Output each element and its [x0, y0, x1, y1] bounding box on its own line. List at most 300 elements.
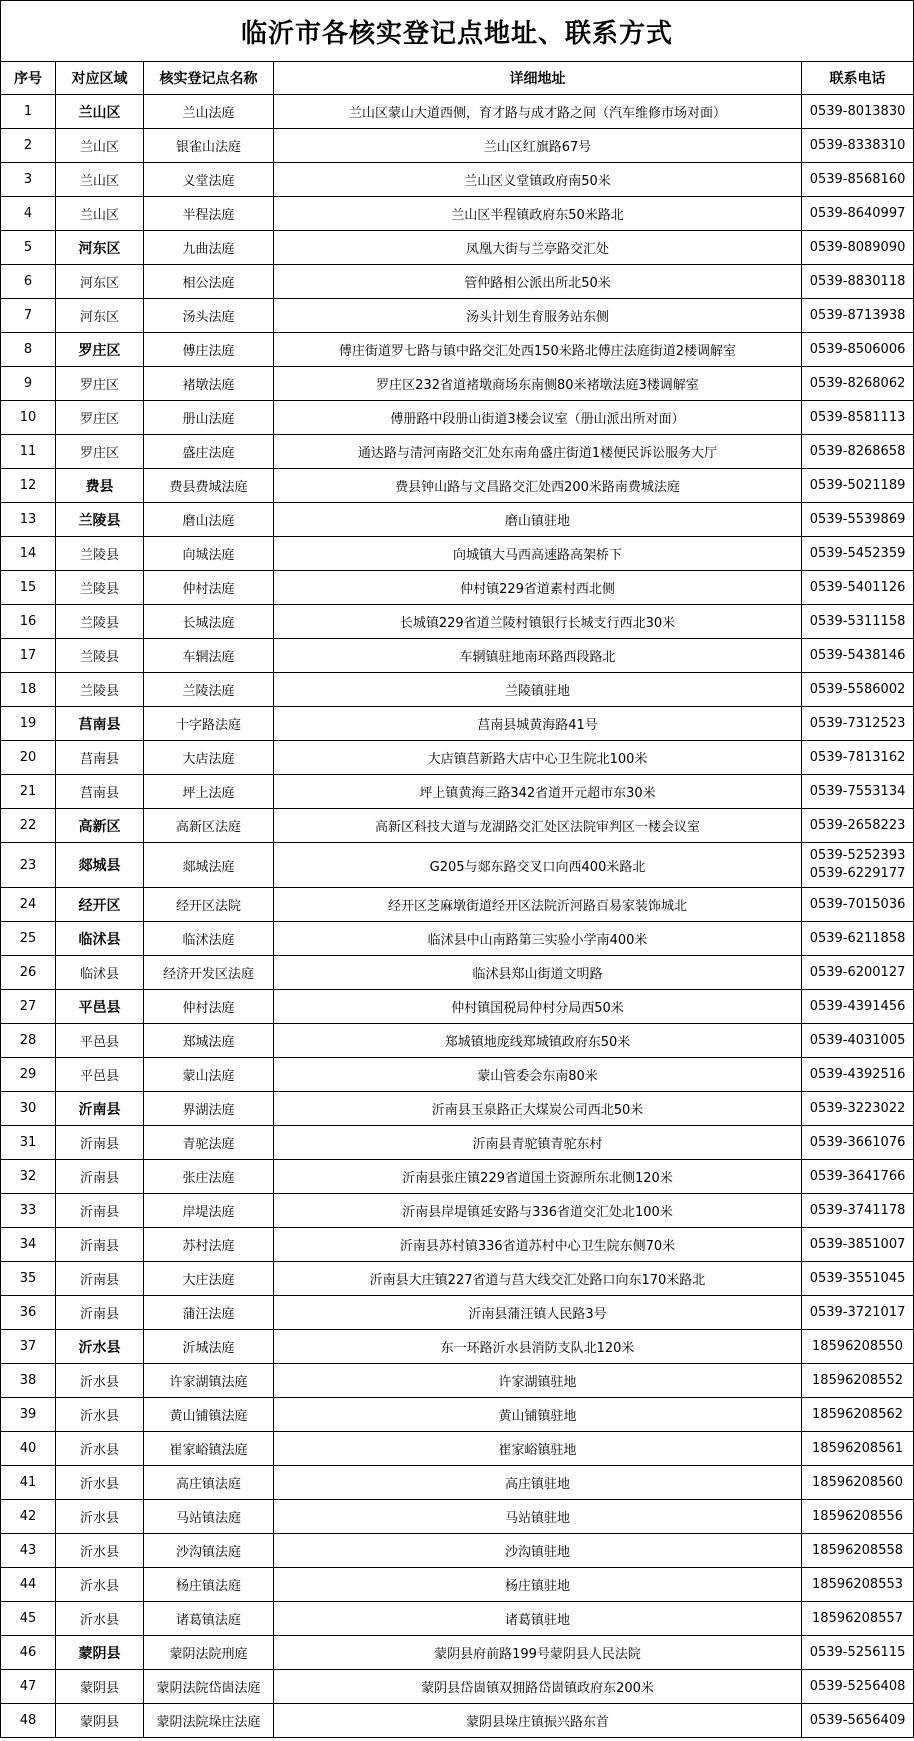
table-row	[1, 1432, 914, 1466]
row-point-name: 汤头法庭	[144, 299, 274, 333]
table-row	[1, 1296, 914, 1330]
row-region: 沂南县	[56, 1228, 144, 1262]
row-number: 39	[1, 1398, 56, 1432]
row-address: 磨山镇驻地	[274, 503, 802, 537]
row-point-name: 岸堤法庭	[144, 1194, 274, 1228]
row-region: 沂水县	[56, 1500, 144, 1534]
row-point-name: 册山法庭	[144, 401, 274, 435]
phone-number: 0539-3721017	[809, 1304, 906, 1320]
row-region: 兰山区	[56, 197, 144, 231]
phone-number: 0539-5256408	[809, 1678, 906, 1694]
phone-number: 0539-8268062	[809, 375, 906, 391]
table-row	[1, 1670, 914, 1704]
row-phone	[802, 1228, 914, 1262]
table-row	[1, 1126, 914, 1160]
row-phone	[802, 1330, 914, 1364]
row-phone	[802, 673, 914, 707]
row-phone	[802, 775, 914, 809]
row-number: 48	[1, 1704, 56, 1738]
phone-number: 0539-5539869	[809, 511, 906, 527]
row-address: 仲村镇国税局仲村分局西50米	[274, 990, 802, 1024]
row-region: 沂南县	[56, 1092, 144, 1126]
header-name: 核实登记点名称	[144, 62, 274, 95]
table-row	[1, 1466, 914, 1500]
table-row	[1, 1500, 914, 1534]
row-point-name: 十字路法庭	[144, 707, 274, 741]
phone-number: 18596208562	[812, 1406, 904, 1422]
row-region: 沂水县	[56, 1364, 144, 1398]
phone-number: 0539-7015036	[809, 896, 906, 912]
row-region: 沂水县	[56, 1534, 144, 1568]
row-region: 沂水县	[56, 1432, 144, 1466]
table-row	[1, 1704, 914, 1738]
row-point-name: 黄山铺镇法庭	[144, 1398, 274, 1432]
row-number: 18	[1, 673, 56, 707]
table-row	[1, 95, 914, 129]
table-row	[1, 265, 914, 299]
table-row	[1, 537, 914, 571]
table-row	[1, 843, 914, 888]
table-row	[1, 367, 914, 401]
row-point-name: 杨庄镇法庭	[144, 1568, 274, 1602]
phone-number: 0539-8013830	[809, 103, 906, 119]
row-phone	[802, 1058, 914, 1092]
row-phone	[802, 1670, 914, 1704]
row-address: G205与郯东路交叉口向西400米路北	[274, 843, 802, 888]
row-address: 许家湖镇驻地	[274, 1364, 802, 1398]
table-row	[1, 1636, 914, 1670]
phone-number: 0539-7813162	[809, 749, 906, 765]
row-address: 经开区芝麻墩街道经开区法院沂河路百易家装饰城北	[274, 888, 802, 922]
phone-number: 0539-8506006	[809, 341, 906, 357]
row-address: 兰陵镇驻地	[274, 673, 802, 707]
row-address: 蒙阴县府前路199号蒙阴县人民法院	[274, 1636, 802, 1670]
row-point-name: 郑城法庭	[144, 1024, 274, 1058]
row-address: 沂南县大庄镇227省道与莒大线交汇处路口向东170米路北	[274, 1262, 802, 1296]
row-number: 45	[1, 1602, 56, 1636]
phone-number: 0539-4031005	[809, 1032, 906, 1048]
row-point-name: 高庄镇法庭	[144, 1466, 274, 1500]
header-no: 序号	[1, 62, 56, 95]
row-region: 蒙阴县	[56, 1704, 144, 1738]
table-row	[1, 333, 914, 367]
row-number: 2	[1, 129, 56, 163]
row-region: 河东区	[56, 299, 144, 333]
table-row	[1, 197, 914, 231]
phone-number: 0539-7312523	[809, 715, 906, 731]
row-region: 莒南县	[56, 775, 144, 809]
row-address: 长城镇229省道兰陵村镇银行长城支行西北30米	[274, 605, 802, 639]
row-point-name: 九曲法庭	[144, 231, 274, 265]
row-address: 车辋镇驻地南环路西段路北	[274, 639, 802, 673]
phone-number: 0539-5311158	[809, 613, 906, 629]
phone-number: 0539-8268658	[809, 443, 906, 459]
row-point-name: 经济开发区法庭	[144, 956, 274, 990]
table-row	[1, 1330, 914, 1364]
table-row	[1, 503, 914, 537]
header-address: 详细地址	[274, 62, 802, 95]
row-number: 28	[1, 1024, 56, 1058]
row-phone	[802, 639, 914, 673]
row-phone	[802, 707, 914, 741]
row-phone	[802, 1024, 914, 1058]
table-row	[1, 775, 914, 809]
row-region: 沂南县	[56, 1160, 144, 1194]
row-region: 兰陵县	[56, 639, 144, 673]
table-row	[1, 809, 914, 843]
row-address: 马站镇驻地	[274, 1500, 802, 1534]
row-address: 傅庄街道罗七路与镇中路交汇处西150米路北傅庄法庭街道2楼调解室	[274, 333, 802, 367]
row-number: 5	[1, 231, 56, 265]
phone-number: 0539-5021189	[809, 477, 906, 493]
row-point-name: 大店法庭	[144, 741, 274, 775]
row-number: 10	[1, 401, 56, 435]
row-phone	[802, 843, 914, 888]
phone-number: 18596208550	[812, 1338, 904, 1354]
row-phone	[802, 1568, 914, 1602]
row-address: 汤头计划生育服务站东侧	[274, 299, 802, 333]
table-row	[1, 673, 914, 707]
row-address: 向城镇大马西高速路高架桥下	[274, 537, 802, 571]
row-number: 1	[1, 95, 56, 129]
phone-number: 18596208557	[812, 1610, 904, 1626]
phone-number: 0539-3851007	[809, 1236, 906, 1252]
phone-number: 0539-4392516	[809, 1066, 906, 1082]
table-row	[1, 707, 914, 741]
row-address: 蒙阴县岱崮镇双拥路岱崮镇政府东200米	[274, 1670, 802, 1704]
row-address: 罗庄区232省道褚墩商场东南侧80米褚墩法庭3楼调解室	[274, 367, 802, 401]
row-region: 罗庄区	[56, 435, 144, 469]
phone-number: 18596208552	[812, 1372, 904, 1388]
header-phone: 联系电话	[802, 62, 914, 95]
row-region: 兰陵县	[56, 537, 144, 571]
row-phone	[802, 265, 914, 299]
row-point-name: 相公法庭	[144, 265, 274, 299]
row-phone	[802, 1704, 914, 1738]
row-phone	[802, 1466, 914, 1500]
phone-number: 0539-8338310	[809, 137, 906, 153]
phone-number: 0539-6200127	[809, 964, 906, 980]
phone-number: 0539-3641766	[809, 1168, 906, 1184]
row-number: 26	[1, 956, 56, 990]
row-address: 崔家峪镇驻地	[274, 1432, 802, 1466]
table-row	[1, 1058, 914, 1092]
row-number: 9	[1, 367, 56, 401]
row-region: 河东区	[56, 265, 144, 299]
row-address: 兰山区红旗路67号	[274, 129, 802, 163]
row-region: 兰山区	[56, 129, 144, 163]
row-point-name: 蒙阴法院垛庄法庭	[144, 1704, 274, 1738]
phone-number: 0539-5401126	[809, 579, 906, 595]
phone-number: 0539-6229177	[809, 866, 906, 881]
row-address: 兰山区半程镇政府东50米路北	[274, 197, 802, 231]
row-phone	[802, 741, 914, 775]
table-row	[1, 401, 914, 435]
phone-number: 18596208561	[812, 1440, 904, 1456]
phone-number: 0539-3223022	[809, 1100, 906, 1116]
phone-number: 0539-5656409	[809, 1712, 906, 1728]
row-number: 3	[1, 163, 56, 197]
row-region: 兰山区	[56, 163, 144, 197]
row-address: 兰山区蒙山大道西侧，育才路与成才路之间（汽车维修市场对面）	[274, 95, 802, 129]
row-region: 兰陵县	[56, 605, 144, 639]
phone-number: 0539-2658223	[809, 817, 906, 833]
phone-number: 0539-7553134	[809, 783, 906, 799]
row-number: 30	[1, 1092, 56, 1126]
table-row	[1, 605, 914, 639]
row-point-name: 界湖法庭	[144, 1092, 274, 1126]
row-point-name: 沂城法庭	[144, 1330, 274, 1364]
row-phone	[802, 1126, 914, 1160]
row-number: 42	[1, 1500, 56, 1534]
header-row	[1, 62, 914, 95]
row-point-name: 向城法庭	[144, 537, 274, 571]
row-point-name: 半程法庭	[144, 197, 274, 231]
table-row	[1, 1398, 914, 1432]
row-phone	[802, 809, 914, 843]
row-point-name: 临沭法庭	[144, 922, 274, 956]
table-row	[1, 888, 914, 922]
row-phone	[802, 990, 914, 1024]
row-phone	[802, 1602, 914, 1636]
table-row	[1, 469, 914, 503]
row-phone	[802, 163, 914, 197]
row-region: 蒙阴县	[56, 1670, 144, 1704]
row-phone	[802, 1534, 914, 1568]
row-address: 东一环路沂水县消防支队北120米	[274, 1330, 802, 1364]
row-point-name: 高新区法庭	[144, 809, 274, 843]
row-number: 35	[1, 1262, 56, 1296]
row-point-name: 蒙山法庭	[144, 1058, 274, 1092]
row-point-name: 仲村法庭	[144, 990, 274, 1024]
row-number: 43	[1, 1534, 56, 1568]
row-address: 临沭县郑山街道文明路	[274, 956, 802, 990]
row-point-name: 蒙阴法院刑庭	[144, 1636, 274, 1670]
table-row	[1, 1228, 914, 1262]
row-number: 29	[1, 1058, 56, 1092]
row-number: 37	[1, 1330, 56, 1364]
row-region: 平邑县	[56, 990, 144, 1024]
phone-number: 0539-5252393	[809, 848, 906, 863]
phone-number: 0539-3661076	[809, 1134, 906, 1150]
row-number: 38	[1, 1364, 56, 1398]
row-point-name: 苏村法庭	[144, 1228, 274, 1262]
row-phone	[802, 1432, 914, 1466]
row-phone	[802, 1160, 914, 1194]
row-region: 沂水县	[56, 1330, 144, 1364]
table-row	[1, 435, 914, 469]
row-number: 27	[1, 990, 56, 1024]
row-point-name: 蒙阴法院岱崮法庭	[144, 1670, 274, 1704]
row-number: 20	[1, 741, 56, 775]
row-number: 17	[1, 639, 56, 673]
row-number: 21	[1, 775, 56, 809]
row-phone	[802, 435, 914, 469]
row-number: 11	[1, 435, 56, 469]
row-region: 平邑县	[56, 1024, 144, 1058]
row-number: 19	[1, 707, 56, 741]
phone-number: 18596208558	[812, 1542, 904, 1558]
row-region: 平邑县	[56, 1058, 144, 1092]
row-point-name: 银雀山法庭	[144, 129, 274, 163]
row-phone	[802, 469, 914, 503]
row-region: 临沭县	[56, 922, 144, 956]
phone-number: 18596208553	[812, 1576, 904, 1592]
phone-number: 0539-8581113	[809, 409, 906, 425]
row-point-name: 仲村法庭	[144, 571, 274, 605]
row-region: 沂南县	[56, 1262, 144, 1296]
row-point-name: 褚墩法庭	[144, 367, 274, 401]
table-row	[1, 990, 914, 1024]
table-row	[1, 1024, 914, 1058]
row-number: 41	[1, 1466, 56, 1500]
row-phone	[802, 401, 914, 435]
row-phone	[802, 197, 914, 231]
row-number: 31	[1, 1126, 56, 1160]
row-phone	[802, 888, 914, 922]
row-region: 蒙阴县	[56, 1636, 144, 1670]
row-address: 沂南县岸堤镇延安路与336省道交汇处北100米	[274, 1194, 802, 1228]
table-row	[1, 639, 914, 673]
row-address: 杨庄镇驻地	[274, 1568, 802, 1602]
row-number: 7	[1, 299, 56, 333]
row-point-name: 大庄法庭	[144, 1262, 274, 1296]
row-phone	[802, 605, 914, 639]
phone-number: 0539-8830118	[809, 273, 906, 289]
row-region: 罗庄区	[56, 333, 144, 367]
row-region: 兰陵县	[56, 673, 144, 707]
table-row	[1, 741, 914, 775]
row-point-name: 张庄法庭	[144, 1160, 274, 1194]
row-phone	[802, 571, 914, 605]
row-point-name: 盛庄法庭	[144, 435, 274, 469]
row-phone	[802, 333, 914, 367]
phone-number: 0539-6211858	[809, 930, 906, 946]
row-point-name: 兰陵法庭	[144, 673, 274, 707]
table-body	[1, 95, 914, 1738]
row-point-name: 青驼法庭	[144, 1126, 274, 1160]
phone-number: 0539-8089090	[809, 239, 906, 255]
row-number: 34	[1, 1228, 56, 1262]
row-number: 14	[1, 537, 56, 571]
table-row	[1, 231, 914, 265]
row-address: 临沭县中山南路第三实验小学南400米	[274, 922, 802, 956]
row-address: 费县钟山路与文昌路交汇处西200米路南费城法庭	[274, 469, 802, 503]
row-number: 33	[1, 1194, 56, 1228]
row-point-name: 义堂法庭	[144, 163, 274, 197]
row-point-name: 费县费城法庭	[144, 469, 274, 503]
table-row	[1, 1262, 914, 1296]
row-number: 6	[1, 265, 56, 299]
table-row	[1, 922, 914, 956]
row-number: 23	[1, 843, 56, 888]
row-region: 河东区	[56, 231, 144, 265]
row-phone	[802, 1092, 914, 1126]
row-region: 沂南县	[56, 1296, 144, 1330]
row-phone	[802, 537, 914, 571]
row-point-name: 磨山法庭	[144, 503, 274, 537]
row-address: 高新区科技大道与龙湖路交汇处区法院审判区一楼会议室	[274, 809, 802, 843]
table-row	[1, 1194, 914, 1228]
row-phone	[802, 1636, 914, 1670]
row-region: 兰山区	[56, 95, 144, 129]
row-address: 黄山铺镇驻地	[274, 1398, 802, 1432]
row-region: 沂南县	[56, 1194, 144, 1228]
row-number: 4	[1, 197, 56, 231]
phone-number: 0539-5256115	[809, 1644, 906, 1660]
row-number: 15	[1, 571, 56, 605]
row-region: 沂水县	[56, 1602, 144, 1636]
row-address: 傅册路中段册山街道3楼会议室（册山派出所对面）	[274, 401, 802, 435]
row-point-name: 沙沟镇法庭	[144, 1534, 274, 1568]
row-region: 临沭县	[56, 956, 144, 990]
row-number: 40	[1, 1432, 56, 1466]
row-phone	[802, 922, 914, 956]
row-region: 经开区	[56, 888, 144, 922]
row-point-name: 诸葛镇法庭	[144, 1602, 274, 1636]
row-region: 莒南县	[56, 707, 144, 741]
row-address: 莒南县城黄海路41号	[274, 707, 802, 741]
row-region: 沂水县	[56, 1398, 144, 1432]
row-address: 仲村镇229省道素村西北侧	[274, 571, 802, 605]
row-point-name: 经开区法院	[144, 888, 274, 922]
phone-number: 18596208560	[812, 1474, 904, 1490]
table-row	[1, 1364, 914, 1398]
row-phone	[802, 1398, 914, 1432]
row-number: 46	[1, 1636, 56, 1670]
row-address: 蒙阴县垛庄镇振兴路东首	[274, 1704, 802, 1738]
row-address: 坪上镇黄海三路342省道开元超市东30米	[274, 775, 802, 809]
row-point-name: 蒲汪法庭	[144, 1296, 274, 1330]
table-row	[1, 1534, 914, 1568]
row-point-name: 长城法庭	[144, 605, 274, 639]
table-row	[1, 163, 914, 197]
phone-number: 0539-8713938	[809, 307, 906, 323]
phone-number: 0539-5438146	[809, 647, 906, 663]
phone-number: 0539-3551045	[809, 1270, 906, 1286]
phone-number: 0539-8640997	[809, 205, 906, 221]
header-region: 对应区域	[56, 62, 144, 95]
row-point-name: 马站镇法庭	[144, 1500, 274, 1534]
table-row	[1, 1568, 914, 1602]
table-row	[1, 1602, 914, 1636]
row-number: 44	[1, 1568, 56, 1602]
row-region: 沂南县	[56, 1126, 144, 1160]
row-point-name: 郯城法庭	[144, 843, 274, 888]
row-phone	[802, 503, 914, 537]
row-address: 凤凰大街与兰亭路交汇处	[274, 231, 802, 265]
phone-number: 0539-4391456	[809, 998, 906, 1014]
row-region: 兰陵县	[56, 503, 144, 537]
row-phone	[802, 1296, 914, 1330]
row-region: 郯城县	[56, 843, 144, 888]
row-region: 沂水县	[56, 1568, 144, 1602]
table-row	[1, 1092, 914, 1126]
table-row	[1, 956, 914, 990]
row-phone	[802, 1500, 914, 1534]
table-row	[1, 1160, 914, 1194]
row-address: 高庄镇驻地	[274, 1466, 802, 1500]
row-region: 费县	[56, 469, 144, 503]
row-number: 22	[1, 809, 56, 843]
row-phone	[802, 129, 914, 163]
row-phone	[802, 1262, 914, 1296]
row-phone	[802, 1194, 914, 1228]
phone-number: 0539-8568160	[809, 171, 906, 187]
row-number: 12	[1, 469, 56, 503]
row-phone	[802, 231, 914, 265]
phone-number: 18596208556	[812, 1508, 904, 1524]
